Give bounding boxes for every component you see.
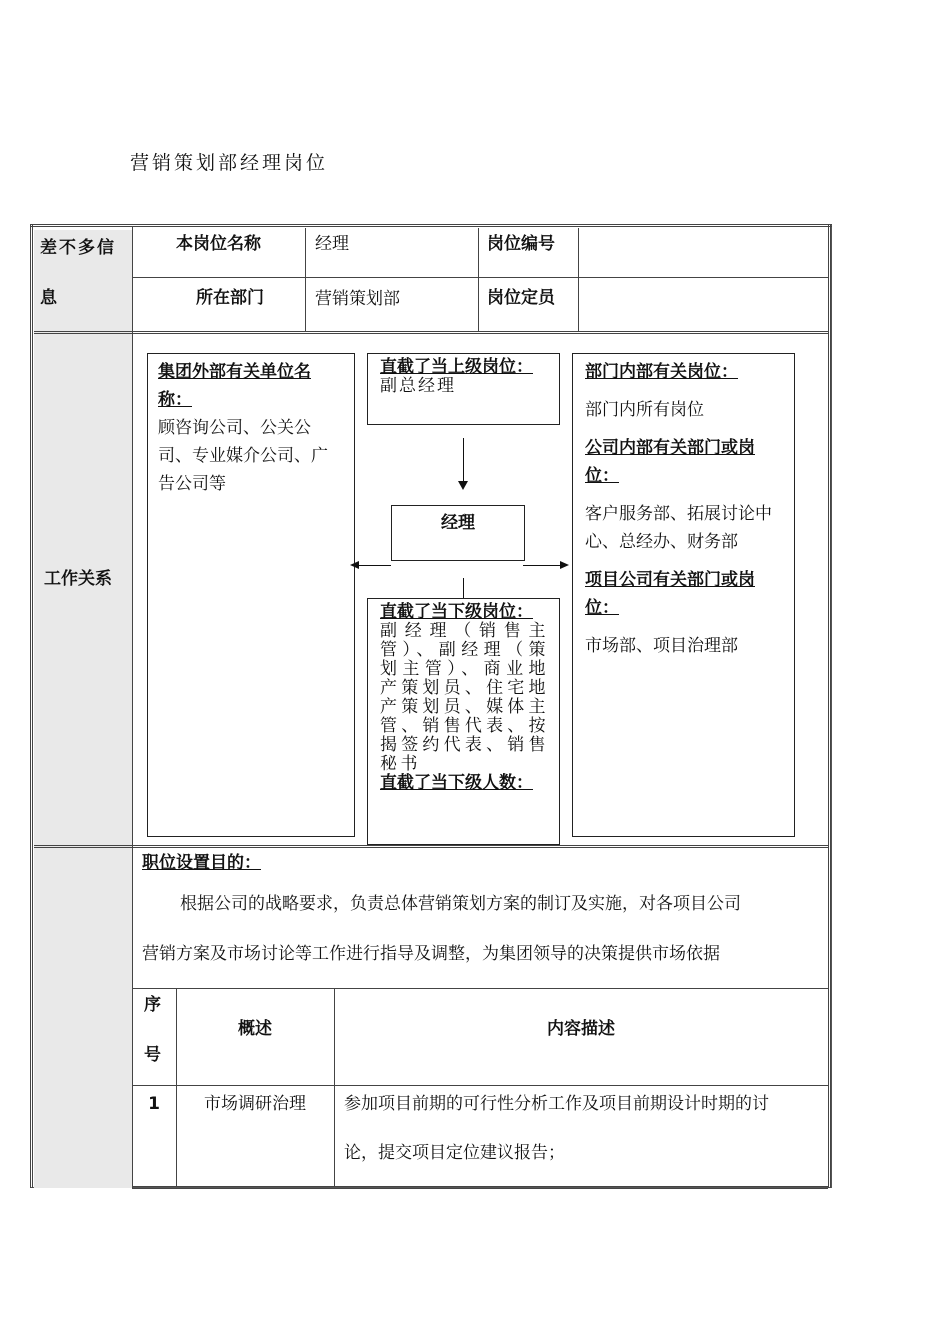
project-company-text: 市场部、项目治理部 (585, 636, 738, 656)
duty-row-1-summary: 市场调研治理 (204, 1094, 306, 1114)
duties-summary-header: 概述 (238, 1019, 272, 1039)
subordinate-heading: 直截了当下级岗位： (380, 602, 533, 622)
subordinate-count-label: 直截了当下级人数： (380, 773, 533, 793)
purpose-heading: 职位设置目的： (142, 853, 261, 873)
company-internal-text: 客户服务部、拓展讨论中心、总经办、财务部 (585, 504, 772, 552)
external-units-text: 顾咨询公司、公关公司、专业媒介公司、广告公司等 (158, 418, 328, 494)
position-code-label: 岗位编号 (487, 234, 555, 254)
duties-header-bottom (132, 1085, 828, 1086)
duties-header-top (132, 988, 828, 989)
down-arrow-head (458, 481, 468, 490)
project-company-heading: 项目公司有关部门或岗位： (585, 570, 755, 618)
position-name-value: 经理 (315, 234, 349, 254)
basic-info-label-line2: 息 (40, 288, 57, 308)
table-right-border (828, 224, 831, 1188)
duty-row-1-desc-line2: 论，提交项目定位建议报告； (344, 1143, 565, 1163)
basic-row-divider (132, 277, 828, 278)
right-arrow-head (560, 561, 569, 569)
superior-box (367, 353, 560, 425)
label-column-divider (132, 226, 133, 1188)
purpose-line-1: 根据公司的战略要求，负责总体营销策划方案的制订及实施，对各项目公司 (180, 894, 741, 914)
duties-no-header-line1: 序 (144, 995, 161, 1015)
left-arrow-head (350, 561, 359, 569)
left-arrow-line (358, 565, 391, 566)
right-arrow-line (523, 565, 561, 566)
external-units-box (147, 353, 355, 837)
basic-col-divider-1 (305, 228, 306, 331)
manager-box-label: 经理 (441, 513, 475, 533)
work-relations-label: 工作关系 (44, 569, 112, 589)
table-top-border (30, 224, 832, 227)
duties-no-header-line2: 号 (144, 1045, 161, 1065)
basic-info-label-line1: 差不多信 (40, 238, 116, 258)
subordinate-text: 副经理（销售主管）、副经理（策划主管）、商业地产策划员、住宅地产策划员、媒体主管、销售代表、按揭签约代表、销售秘书 (380, 621, 549, 774)
duties-table-bottom (132, 1186, 828, 1189)
department-label: 所在部门 (196, 288, 264, 308)
superior-text: 副总经理 (380, 376, 456, 396)
department-value: 营销策划部 (315, 289, 400, 309)
headcount-label: 岗位定员 (487, 288, 555, 308)
manager-down-connector (463, 578, 464, 598)
label-column-shade (34, 230, 132, 1188)
company-internal-heading: 公司内部有关部门或岗位： (585, 438, 755, 486)
basic-col-divider-3 (578, 228, 579, 331)
duty-row-1-no: 1 (148, 1094, 160, 1114)
basic-section-bottom (34, 331, 828, 334)
basic-col-divider-2 (478, 228, 479, 331)
duties-desc-header: 内容描述 (547, 1019, 615, 1039)
purpose-line-2: 营销方案及市场讨论等工作进行指导及调整，为集团领导的决策提供市场依据 (142, 944, 720, 964)
relations-section-bottom (34, 845, 828, 848)
dept-internal-text: 部门内所有岗位 (585, 400, 704, 420)
down-arrow-line (463, 438, 464, 482)
page-title: 营销策划部经理岗位 (130, 152, 329, 174)
manager-box (391, 505, 525, 561)
duty-row-1-desc-line1: 参加项目前期的可行性分析工作及项目前期设计时期的讨 (344, 1094, 769, 1114)
subordinate-box (367, 598, 560, 845)
superior-heading: 直截了当上级岗位： (380, 357, 533, 377)
position-name-label: 本岗位名称 (176, 234, 261, 254)
internal-relations-box (572, 353, 795, 837)
dept-internal-heading: 部门内部有关岗位： (585, 362, 738, 382)
external-units-heading: 集团外部有关单位名称： (158, 362, 311, 410)
table-left-border (30, 224, 33, 1188)
